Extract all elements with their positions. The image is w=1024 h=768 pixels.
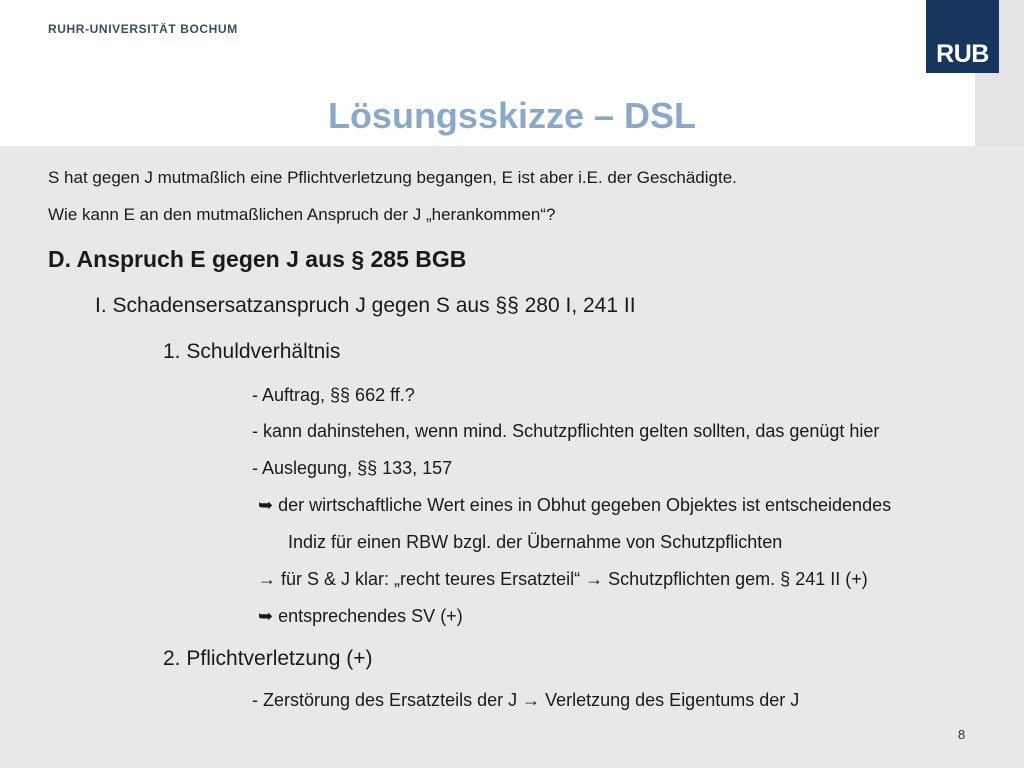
bullet-3: - Auslegung, §§ 133, 157 bbox=[252, 458, 453, 478]
intro-line-1: S hat gegen J mutmaßlich eine Pflichtverletzung begangen, E ist aber i.E. der Geschädigte. bbox=[48, 168, 737, 187]
slide-title: Lösungsskizze – DSL bbox=[327, 95, 697, 136]
heading-claim: D. Anspruch E gegen J aus § 285 BGB bbox=[48, 246, 467, 272]
university-name: RUHR-UNIVERSITÄT BOCHUM bbox=[48, 22, 238, 36]
point-2: 2. Pflichtverletzung (+) bbox=[163, 647, 373, 670]
point-1: 1. Schuldverhältnis bbox=[163, 340, 341, 363]
rub-logo: RUB bbox=[926, 0, 999, 73]
page-number: 8 bbox=[958, 727, 966, 742]
intro-line-2: Wie kann E an den mutmaßlichen Anspruch der J „herankommen“? bbox=[48, 205, 556, 224]
bullet-4: ➥ der wirtschaftliche Wert eines in Obhut gegeben Objektes ist entscheidendes bbox=[258, 495, 892, 515]
bullet-6: ➥ entsprechendes SV (+) bbox=[258, 606, 463, 626]
bullet-7: - Zerstörung des Ersatzteils der J → Verletzung des Eigentums der J bbox=[252, 690, 800, 710]
subheading-1: I. Schadensersatzanspruch J gegen S aus §§ 280 I, 241 II bbox=[95, 294, 636, 317]
bullet-2: - kann dahinstehen, wenn mind. Schutzpflichten gelten sollten, das genügt hier bbox=[252, 421, 880, 441]
bullet-4-cont: Indiz für einen RBW bzgl. der Übernahme von Schutzpflichten bbox=[288, 532, 783, 552]
bullet-5: → für S & J klar: „recht teures Ersatzteil“ → Schutzpflichten gem. § 241 II (+) bbox=[258, 569, 868, 589]
bullet-1: - Auftrag, §§ 662 ff.? bbox=[252, 385, 415, 405]
